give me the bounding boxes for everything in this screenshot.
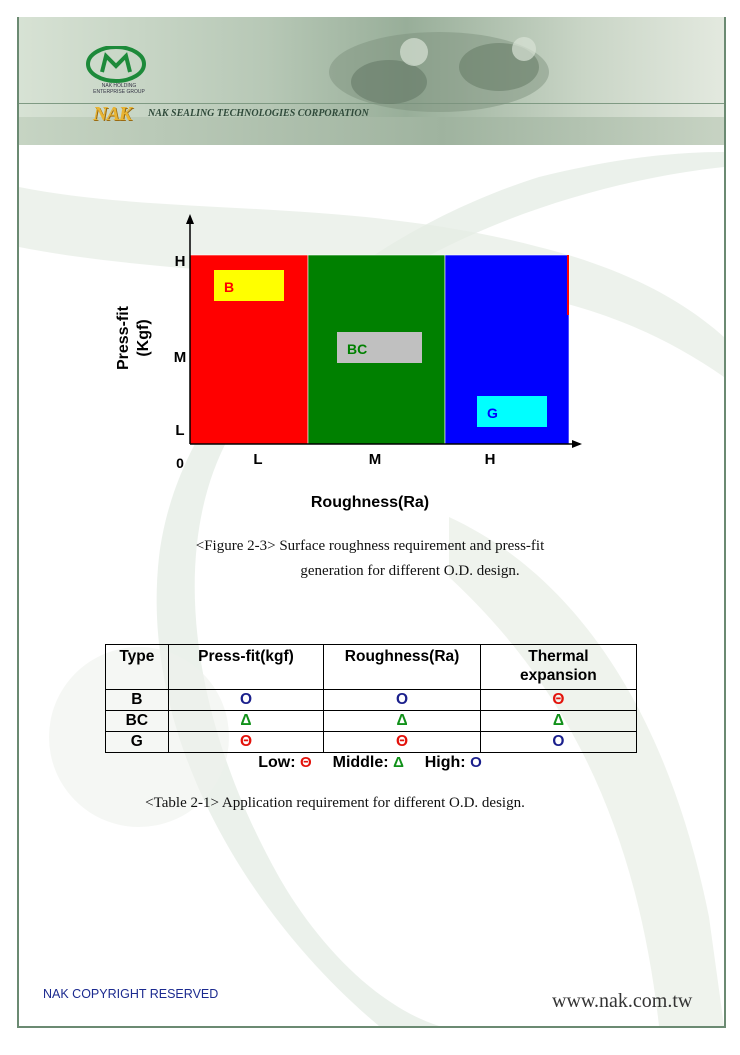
label-text-b: B xyxy=(224,279,235,295)
legend-middle-label: Middle: xyxy=(332,754,389,771)
y-axis-label-line1: Press-fit xyxy=(115,305,132,371)
cell-type: BC xyxy=(106,711,169,732)
background-swirl xyxy=(19,17,724,1026)
spec-table xyxy=(105,644,637,753)
header-thermal xyxy=(480,645,636,690)
nak-logo-icon xyxy=(85,46,147,84)
x-tick-label-h: H xyxy=(484,451,496,468)
y-axis-label-line2: (Kgf) xyxy=(135,319,152,357)
table-row xyxy=(106,732,637,753)
cell-thermal: O xyxy=(480,732,636,753)
cell-press-fit: Δ xyxy=(168,711,324,732)
cell-type: G xyxy=(106,732,169,753)
header-roughness: Roughness(Ra) xyxy=(324,645,480,690)
header-thermal-label: Thermal expansion xyxy=(520,648,597,684)
logo-subtext-line2: ENTERPRISE GROUP xyxy=(93,89,145,95)
x-tick-label-m: M xyxy=(368,451,382,468)
page-frame xyxy=(17,17,726,1028)
website-url: www.nak.com.tw xyxy=(552,990,693,1012)
header-press-fit: Press-fit(kgf) xyxy=(168,645,324,690)
cell-thermal: Δ xyxy=(480,711,636,732)
motorcycle-racer-image xyxy=(319,27,559,117)
nak-wordmark: NAK xyxy=(93,103,132,125)
company-name: NAK SEALING TECHNOLOGIES CORPORATION xyxy=(148,108,369,119)
legend-low-label: Low: xyxy=(258,754,296,771)
y-tick-label-m: M xyxy=(173,349,187,366)
x-tick-label-l: L xyxy=(253,451,263,468)
legend-high-symbol: O xyxy=(470,754,482,771)
table-caption: <Table 2-1> Application requirement for different O.D. design. xyxy=(145,795,525,811)
figure-caption-line2: generation for different O.D. design. xyxy=(300,563,520,579)
roughness-pressfit-chart xyxy=(100,210,620,520)
x-axis-arrow xyxy=(572,440,582,448)
legend-middle-symbol: Δ xyxy=(393,754,404,771)
cell-roughness: Θ xyxy=(324,732,480,753)
table-row xyxy=(106,711,637,732)
region-edge-mark xyxy=(567,255,569,315)
y-tick-label-l: L xyxy=(175,422,185,439)
logo-subtext xyxy=(89,83,149,95)
symbol-legend xyxy=(0,754,740,772)
origin-label: 0 xyxy=(176,455,184,471)
copyright-notice: NAK COPYRIGHT RESERVED xyxy=(43,987,219,1001)
label-text-bc: BC xyxy=(347,341,368,357)
cell-roughness: O xyxy=(324,690,480,711)
label-text-g: G xyxy=(487,405,498,421)
table-body xyxy=(106,690,637,753)
y-axis-arrow xyxy=(186,214,194,224)
header-banner xyxy=(19,17,724,148)
table-header-row xyxy=(106,645,637,690)
cell-roughness: Δ xyxy=(324,711,480,732)
cell-type: B xyxy=(106,690,169,711)
legend-low-symbol: Θ xyxy=(300,754,312,771)
cell-press-fit: O xyxy=(168,690,324,711)
logo-subtext-line1: NAK HOLDING xyxy=(101,83,137,89)
table-row xyxy=(106,690,637,711)
cell-thermal: Θ xyxy=(480,690,636,711)
legend-high-label: High: xyxy=(424,754,466,771)
y-tick-label-h: H xyxy=(174,253,186,270)
x-axis-label: Roughness(Ra) xyxy=(310,494,430,511)
cell-press-fit: Θ xyxy=(168,732,324,753)
header-type: Type xyxy=(106,645,169,690)
figure-caption-line1: <Figure 2-3> Surface roughness requirement and press-fit xyxy=(195,538,545,554)
